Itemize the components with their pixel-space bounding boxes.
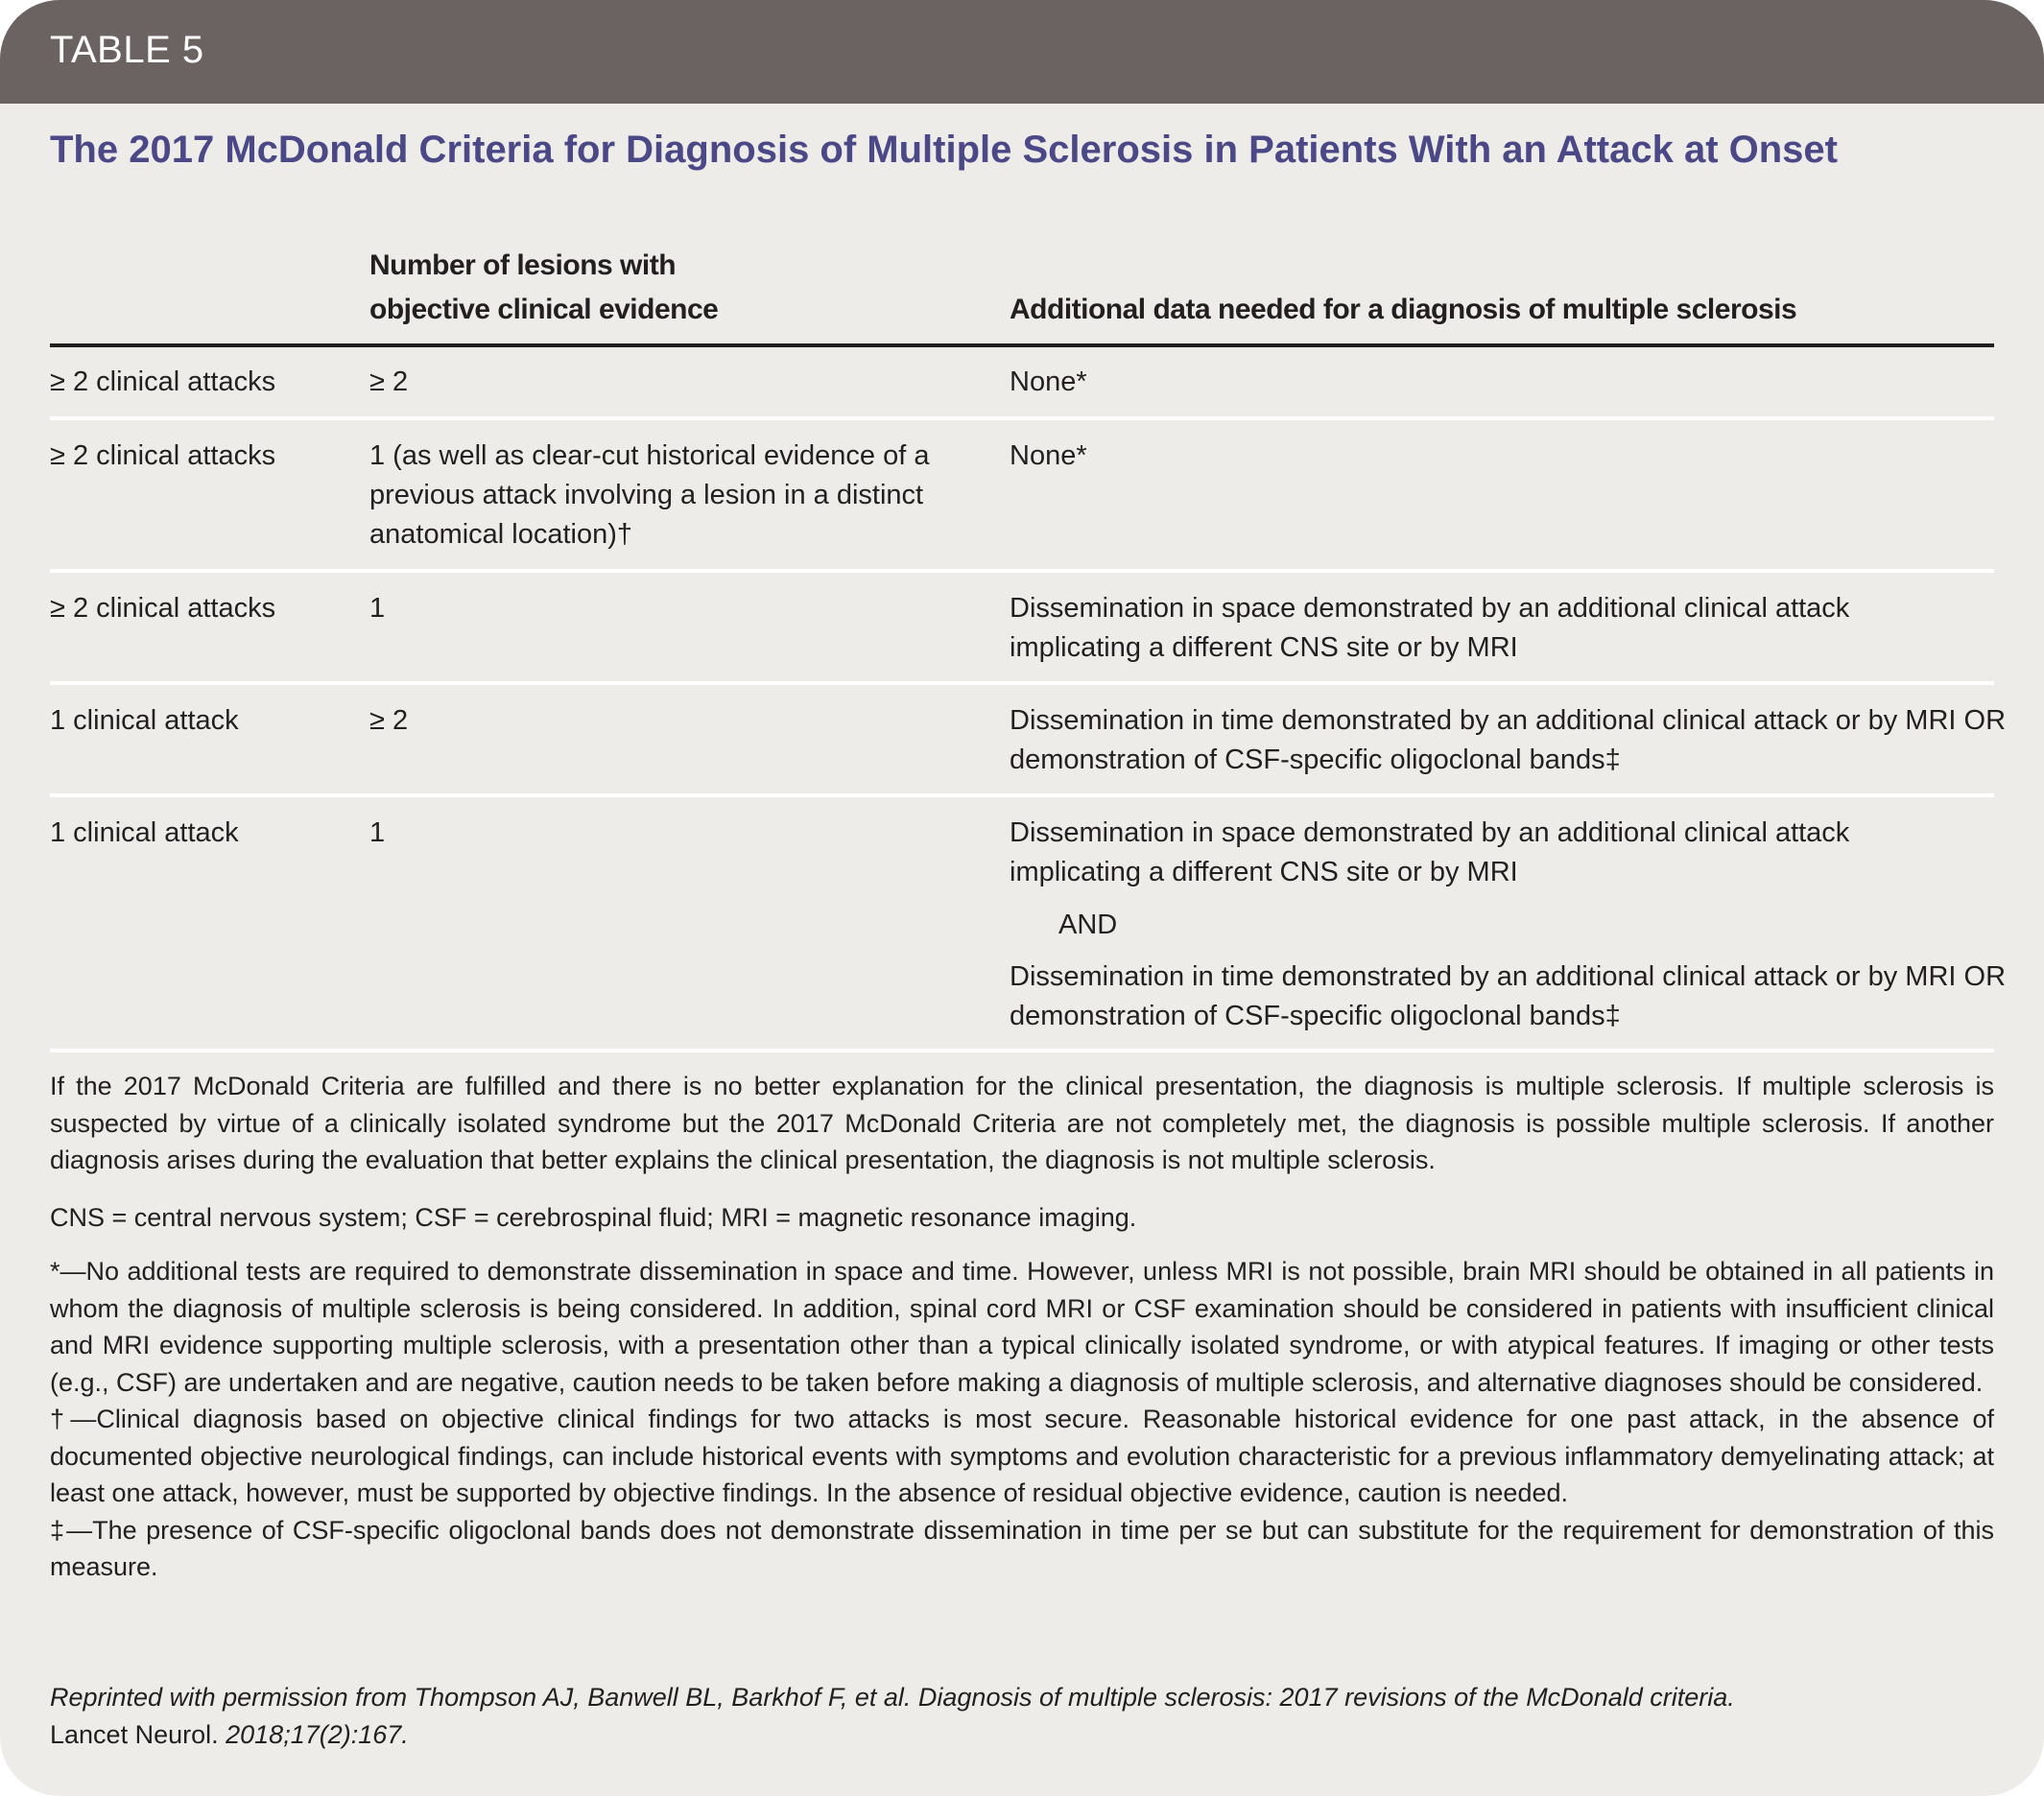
column-header-additional-data: Additional data needed for a diagnosis of multiple sclerosis xyxy=(1010,294,1797,325)
summary-text: If the 2017 McDonald Criteria are fulfilled and there is no better explanation for the clinical presentation, the diagnosis is multiple sclerosis. If multiple sclerosis is suspected by virtue of a clinically isolated syndrome but the 2017 McDonald Criteria are not completely met, the diagnosis is possible multiple sclerosis. If another diagnosis arises during the evaluation that better explains the clinical presentation, the diagnosis is not multiple sclerosis. xyxy=(50,1072,1994,1174)
cell-lesions: ≥ 2 xyxy=(369,705,409,736)
cell-attacks: 1 clinical attack xyxy=(50,817,239,848)
cell-lesions: 1 (as well as clear-cut historical evidence of a previous attack involving a lesion in a distinct anatomical location)† xyxy=(369,440,930,550)
cell-lesions: 1 xyxy=(369,593,386,624)
table-label: TABLE 5 xyxy=(50,29,204,71)
row-divider xyxy=(50,793,1994,797)
table-header-bar xyxy=(0,0,2044,104)
row-divider xyxy=(50,569,1994,573)
footnote-summary xyxy=(50,1068,1994,1179)
note-dagger: †—Clinical diagnosis based on objective clinical findings for two attacks is most secure. Reasonable historical evidence for one past attack, in the absence of documented objective neurological findings, can include historical events with symptoms and evolution characteristic for a previous inflammatory demyelinating attack; at least one attack, however, must be supported by objective findings. In the absence of residual objective evidence, caution is needed. xyxy=(50,1405,1994,1507)
note-asterisk: *—No additional tests are required to demonstrate dissemination in space and time. However, unless MRI is not possible, brain MRI should be obtained in all patients in whom the diagnosis of multiple sclerosis is being considered. In addition, spinal cord MRI or CSF examination should be considered in patients with insufficient clinical and MRI evidence supporting multiple sclerosis, with a presentation other than a typical clinically isolated syndrome, or with atypical features. If imaging or other tests (e.g., CSF) are undertaken and are negative, caution needs to be taken before making a diagnosis of multiple sclerosis, and alternative diagnoses should be considered. xyxy=(50,1257,1994,1397)
cell-attacks: 1 clinical attack xyxy=(50,705,239,736)
citation-reference: Reprinted with permission from Thompson AJ, Banwell BL, Barkhof F, et al. Diagnosis of multiple sclerosis: 2017 revisions of the McDonald criteria. xyxy=(50,1683,1735,1712)
citation-journal: Lancet Neurol. xyxy=(50,1719,219,1749)
footnote-notes xyxy=(50,1253,1994,1586)
note-double-dagger: ‡—The presence of CSF-specific oligoclonal bands does not demonstrate dissemination in time per se but can substitute for the requirement for demonstration of this measure. xyxy=(50,1515,1994,1581)
cell-lesions: 1 xyxy=(369,817,386,848)
cell-attacks: ≥ 2 clinical attacks xyxy=(50,593,276,624)
cell-additional-space: Dissemination in space demonstrated by an additional clinical attack implicating a different CNS site or by MRI xyxy=(1010,817,1850,887)
citation xyxy=(50,1679,1994,1753)
column-header-lesions: Number of lesions with objective clinical evidence xyxy=(369,249,719,325)
cell-additional: Dissemination in time demonstrated by an additional clinical attack or by MRI OR demonstration of CSF-specific oligoclonal bands‡ xyxy=(1010,705,2007,775)
row-divider xyxy=(50,1049,1994,1052)
row-divider xyxy=(50,416,1994,420)
abbreviations-text: CNS = central nervous system; CSF = cerebrospinal fluid; MRI = magnetic resonance imaging. xyxy=(50,1203,1137,1232)
cell-additional-time: Dissemination in time demonstrated by an additional clinical attack or by MRI OR demonstration of CSF-specific oligoclonal bands‡ xyxy=(1010,961,2007,1031)
row-divider xyxy=(50,681,1994,685)
cell-attacks: ≥ 2 clinical attacks xyxy=(50,366,276,397)
citation-volume: 2018;17(2):167. xyxy=(226,1719,409,1749)
cell-additional-and: AND xyxy=(1058,910,1118,940)
cell-attacks: ≥ 2 clinical attacks xyxy=(50,440,276,471)
footnote-abbreviations xyxy=(50,1199,1994,1237)
cell-additional: None* xyxy=(1010,366,1087,397)
table-title: The 2017 McDonald Criteria for Diagnosis of Multiple Sclerosis in Patients With an Attack at Onset xyxy=(50,129,1838,171)
cell-lesions: ≥ 2 xyxy=(369,366,409,397)
cell-additional: None* xyxy=(1010,440,1087,471)
cell-additional: Dissemination in space demonstrated by an additional clinical attack implicating a different CNS site or by MRI xyxy=(1010,593,1850,663)
header-rule xyxy=(50,343,1994,347)
